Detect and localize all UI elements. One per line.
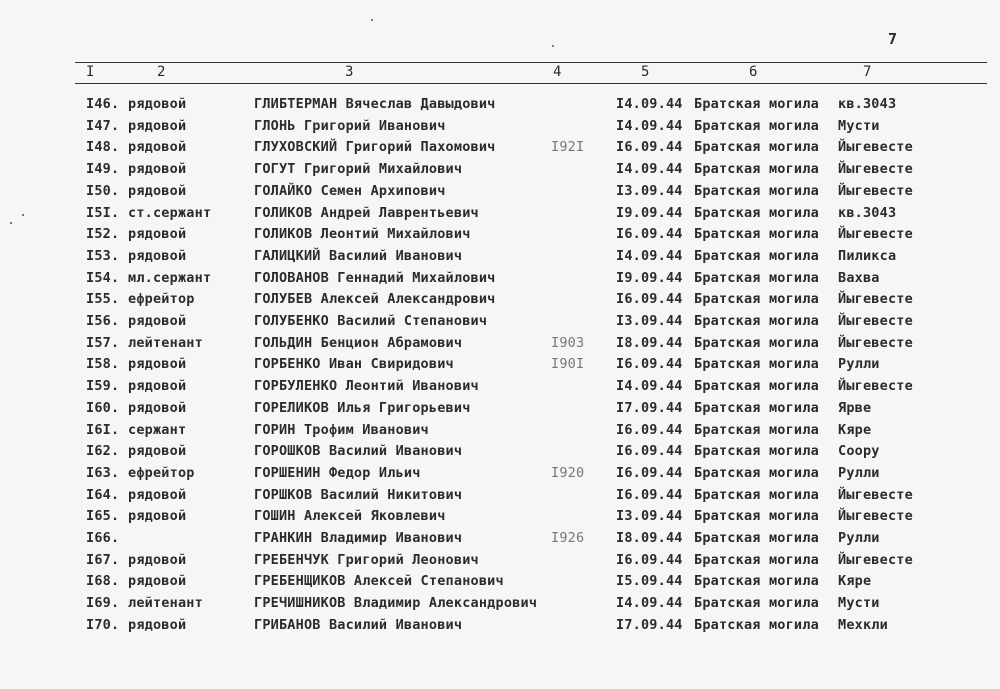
burial-place: кв.3043 xyxy=(838,96,897,112)
full-name: ГЛИБТЕРМАН Вячеслав Давыдович xyxy=(254,96,496,112)
death-date: I4.09.44 xyxy=(616,117,683,134)
table-row xyxy=(0,161,1000,183)
column-header-6: 6 xyxy=(749,64,758,80)
full-name: ГОРШЕНИН Федор Ильич xyxy=(254,464,421,481)
burial-place: Йыгевесте xyxy=(838,139,913,156)
burial-place: Йыгевесте xyxy=(838,486,913,503)
burial-place: Йыгевесте xyxy=(838,313,913,329)
rank: рядовой xyxy=(128,616,187,633)
table-row xyxy=(0,530,1000,552)
burial-type: Братская могила xyxy=(694,96,819,112)
rank: рядовой xyxy=(128,551,187,568)
burial-type: Братская могила xyxy=(694,530,819,546)
speck xyxy=(371,19,373,21)
burial-type: Братская могила xyxy=(694,313,819,329)
full-name: ГОЛУБЕНКО Василий Степанович xyxy=(254,313,488,329)
rank: рядовой xyxy=(128,443,187,460)
full-name: ГОЛОВАНОВ Геннадий Михайлович xyxy=(254,269,496,286)
full-name: ГОРБУЛЕНКО Леонтий Иванович xyxy=(254,378,479,395)
death-date: I6.09.44 xyxy=(616,421,683,438)
table-row xyxy=(0,400,1000,422)
rank: рядовой xyxy=(128,399,187,416)
full-name: ГОРЕЛИКОВ Илья Григорьевич xyxy=(254,399,471,416)
death-date: I8.09.44 xyxy=(616,334,683,351)
entry-number: I48. xyxy=(86,139,120,156)
birth-year: I92I xyxy=(551,139,585,156)
full-name: ГРЕБЕНЩИКОВ Алексей Степанович xyxy=(254,573,504,590)
table-row xyxy=(0,183,1000,205)
column-header-7: 7 xyxy=(863,64,872,80)
speck xyxy=(552,45,554,47)
rank: сержант xyxy=(128,421,187,438)
entry-number: I64. xyxy=(86,486,120,503)
death-date: I3.09.44 xyxy=(616,182,683,199)
full-name: ГОЛИКОВ Андрей Лаврентьевич xyxy=(254,204,479,221)
rank: рядовой xyxy=(128,356,187,373)
entry-number: I69. xyxy=(86,595,120,612)
burial-type: Братская могила xyxy=(694,464,819,481)
table-row xyxy=(0,96,1000,118)
burial-place: Вахва xyxy=(838,269,880,286)
full-name: ГАЛИЦКИЙ Василий Иванович xyxy=(254,247,463,264)
entry-number: I53. xyxy=(86,247,120,264)
death-date: I6.09.44 xyxy=(616,226,683,243)
entry-number: I65. xyxy=(86,508,120,525)
death-date: I4.09.44 xyxy=(616,378,683,395)
rank: рядовой xyxy=(128,117,187,134)
table-row xyxy=(0,617,1000,639)
table-row xyxy=(0,508,1000,530)
rank: рядовой xyxy=(128,573,187,590)
entry-number: I62. xyxy=(86,443,120,460)
rank: мл.сержант xyxy=(128,269,212,286)
entry-number: I6I. xyxy=(86,421,120,438)
rank: рядовой xyxy=(128,182,187,199)
rank: лейтенант xyxy=(128,334,203,351)
column-header-5: 5 xyxy=(641,64,650,80)
burial-place: Йыгевесте xyxy=(838,182,913,199)
death-date: I3.09.44 xyxy=(616,508,683,525)
speck xyxy=(10,222,12,224)
burial-type: Братская могила xyxy=(694,226,819,243)
death-date: I3.09.44 xyxy=(616,313,683,329)
entry-number: I63. xyxy=(86,464,120,481)
burial-type: Братская могила xyxy=(694,378,819,395)
burial-place: Йыгевесте xyxy=(838,334,913,351)
table-row xyxy=(0,139,1000,161)
speck xyxy=(22,214,24,216)
rank: ефрейтор xyxy=(128,464,195,481)
column-header-1: I xyxy=(86,64,95,80)
table-row xyxy=(0,465,1000,487)
rank: ефрейтор xyxy=(128,291,195,308)
death-date: I6.09.44 xyxy=(616,464,683,481)
entry-number: I55. xyxy=(86,291,120,308)
rank: рядовой xyxy=(128,247,187,264)
burial-type: Братская могила xyxy=(694,356,819,373)
entry-number: I52. xyxy=(86,226,120,243)
burial-type: Братская могила xyxy=(694,616,819,633)
burial-place: Соору xyxy=(838,443,880,460)
death-date: I9.09.44 xyxy=(616,204,683,221)
entry-number: I5I. xyxy=(86,204,120,221)
full-name: ГОЛУБЕВ Алексей Александрович xyxy=(254,291,496,308)
burial-type: Братская могила xyxy=(694,117,819,134)
burial-place: Ярве xyxy=(838,399,872,416)
burial-place: Йыгевесте xyxy=(838,226,913,243)
burial-type: Братская могила xyxy=(694,508,819,525)
burial-place: Рулли xyxy=(838,530,880,546)
entry-number: I54. xyxy=(86,269,120,286)
rank: рядовой xyxy=(128,313,187,329)
entry-number: I68. xyxy=(86,573,120,590)
full-name: ГРИБАНОВ Василий Иванович xyxy=(254,616,463,633)
entry-number: I67. xyxy=(86,551,120,568)
burial-type: Братская могила xyxy=(694,573,819,590)
table-top-rule xyxy=(75,62,987,63)
rank: рядовой xyxy=(128,226,187,243)
burial-place: кв.3043 xyxy=(838,204,897,221)
entry-number: I59. xyxy=(86,378,120,395)
death-date: I5.09.44 xyxy=(616,573,683,590)
full-name: ГЛОНЬ Григорий Иванович xyxy=(254,117,446,134)
table-row xyxy=(0,226,1000,248)
table-row xyxy=(0,118,1000,140)
column-header-4: 4 xyxy=(553,64,562,80)
entry-number: I66. xyxy=(86,530,120,546)
burial-type: Братская могила xyxy=(694,334,819,351)
full-name: ГОГУТ Григорий Михайлович xyxy=(254,161,463,178)
burial-place: Мусти xyxy=(838,595,880,612)
full-name: ГРАНКИН Владимир Иванович xyxy=(254,530,463,546)
burial-type: Братская могила xyxy=(694,204,819,221)
burial-type: Братская могила xyxy=(694,486,819,503)
death-date: I6.09.44 xyxy=(616,551,683,568)
burial-place: Кяре xyxy=(838,573,872,590)
full-name: ГОЛИКОВ Леонтий Михайлович xyxy=(254,226,471,243)
rank: рядовой xyxy=(128,139,187,156)
full-name: ГОРШКОВ Василий Никитович xyxy=(254,486,463,503)
rank: рядовой xyxy=(128,378,187,395)
full-name: ГОРОШКОВ Василий Иванович xyxy=(254,443,463,460)
burial-type: Братская могила xyxy=(694,182,819,199)
entry-number: I56. xyxy=(86,313,120,329)
table-row xyxy=(0,313,1000,335)
table-row xyxy=(0,270,1000,292)
death-date: I8.09.44 xyxy=(616,530,683,546)
entry-number: I70. xyxy=(86,616,120,633)
burial-type: Братская могила xyxy=(694,595,819,612)
table-header-rule xyxy=(75,83,987,84)
burial-type: Братская могила xyxy=(694,421,819,438)
entry-number: I50. xyxy=(86,182,120,199)
rank: рядовой xyxy=(128,96,187,112)
table-row xyxy=(0,422,1000,444)
entry-number: I60. xyxy=(86,399,120,416)
table-row xyxy=(0,378,1000,400)
table-row xyxy=(0,487,1000,509)
entry-number: I49. xyxy=(86,161,120,178)
column-header-2: 2 xyxy=(157,64,166,80)
death-date: I9.09.44 xyxy=(616,269,683,286)
full-name: ГОЛЬДИН Бенцион Абрамович xyxy=(254,334,463,351)
full-name: ГОРБЕНКО Иван Свиридович xyxy=(254,356,454,373)
table-row xyxy=(0,573,1000,595)
burial-place: Рулли xyxy=(838,356,880,373)
entry-number: I47. xyxy=(86,117,120,134)
rank: рядовой xyxy=(128,508,187,525)
burial-type: Братская могила xyxy=(694,551,819,568)
rank: ст.сержант xyxy=(128,204,212,221)
death-date: I4.09.44 xyxy=(616,595,683,612)
burial-type: Братская могила xyxy=(694,247,819,264)
column-header-3: 3 xyxy=(345,64,354,80)
burial-type: Братская могила xyxy=(694,399,819,416)
table-row xyxy=(0,335,1000,357)
death-date: I4.09.44 xyxy=(616,96,683,112)
full-name: ГОШИН Алексей Яковлевич xyxy=(254,508,446,525)
full-name: ГРЕБЕНЧУК Григорий Леонович xyxy=(254,551,479,568)
entry-number: I58. xyxy=(86,356,120,373)
table-row xyxy=(0,205,1000,227)
table-row xyxy=(0,443,1000,465)
rank: рядовой xyxy=(128,161,187,178)
death-date: I6.09.44 xyxy=(616,291,683,308)
birth-year: I903 xyxy=(551,334,585,351)
birth-year: I90I xyxy=(551,356,585,373)
table-row xyxy=(0,595,1000,617)
burial-place: Пиликса xyxy=(838,247,897,264)
death-date: I7.09.44 xyxy=(616,399,683,416)
death-date: I4.09.44 xyxy=(616,247,683,264)
entry-number: I57. xyxy=(86,334,120,351)
birth-year: I926 xyxy=(551,530,585,546)
full-name: ГРЕЧИШНИКОВ Владимир Александрович xyxy=(254,595,538,612)
burial-place: Йыгевесте xyxy=(838,291,913,308)
table-row xyxy=(0,356,1000,378)
table-row xyxy=(0,552,1000,574)
burial-type: Братская могила xyxy=(694,443,819,460)
full-name: ГОЛАЙКО Семен Архипович xyxy=(254,182,446,199)
burial-place: Рулли xyxy=(838,464,880,481)
rank: лейтенант xyxy=(128,595,203,612)
burial-place: Мусти xyxy=(838,117,880,134)
full-name: ГЛУХОВСКИЙ Григорий Пахомович xyxy=(254,139,496,156)
burial-type: Братская могила xyxy=(694,269,819,286)
burial-place: Йыгевесте xyxy=(838,161,913,178)
page-number: 7 xyxy=(888,30,898,48)
death-date: I6.09.44 xyxy=(616,486,683,503)
burial-type: Братская могила xyxy=(694,139,819,156)
death-date: I6.09.44 xyxy=(616,443,683,460)
death-date: I4.09.44 xyxy=(616,161,683,178)
birth-year: I920 xyxy=(551,464,585,481)
death-date: I6.09.44 xyxy=(616,356,683,373)
death-date: I7.09.44 xyxy=(616,616,683,633)
burial-place: Йыгевесте xyxy=(838,551,913,568)
burial-place: Кяре xyxy=(838,421,872,438)
burial-place: Йыгевесте xyxy=(838,378,913,395)
burial-place: Йыгевесте xyxy=(838,508,913,525)
table-row xyxy=(0,291,1000,313)
entry-number: I46. xyxy=(86,96,120,112)
table-row xyxy=(0,248,1000,270)
burial-type: Братская могила xyxy=(694,291,819,308)
full-name: ГОРИН Трофим Иванович xyxy=(254,421,429,438)
burial-type: Братская могила xyxy=(694,161,819,178)
burial-place: Мехкли xyxy=(838,616,888,633)
death-date: I6.09.44 xyxy=(616,139,683,156)
rank: рядовой xyxy=(128,486,187,503)
